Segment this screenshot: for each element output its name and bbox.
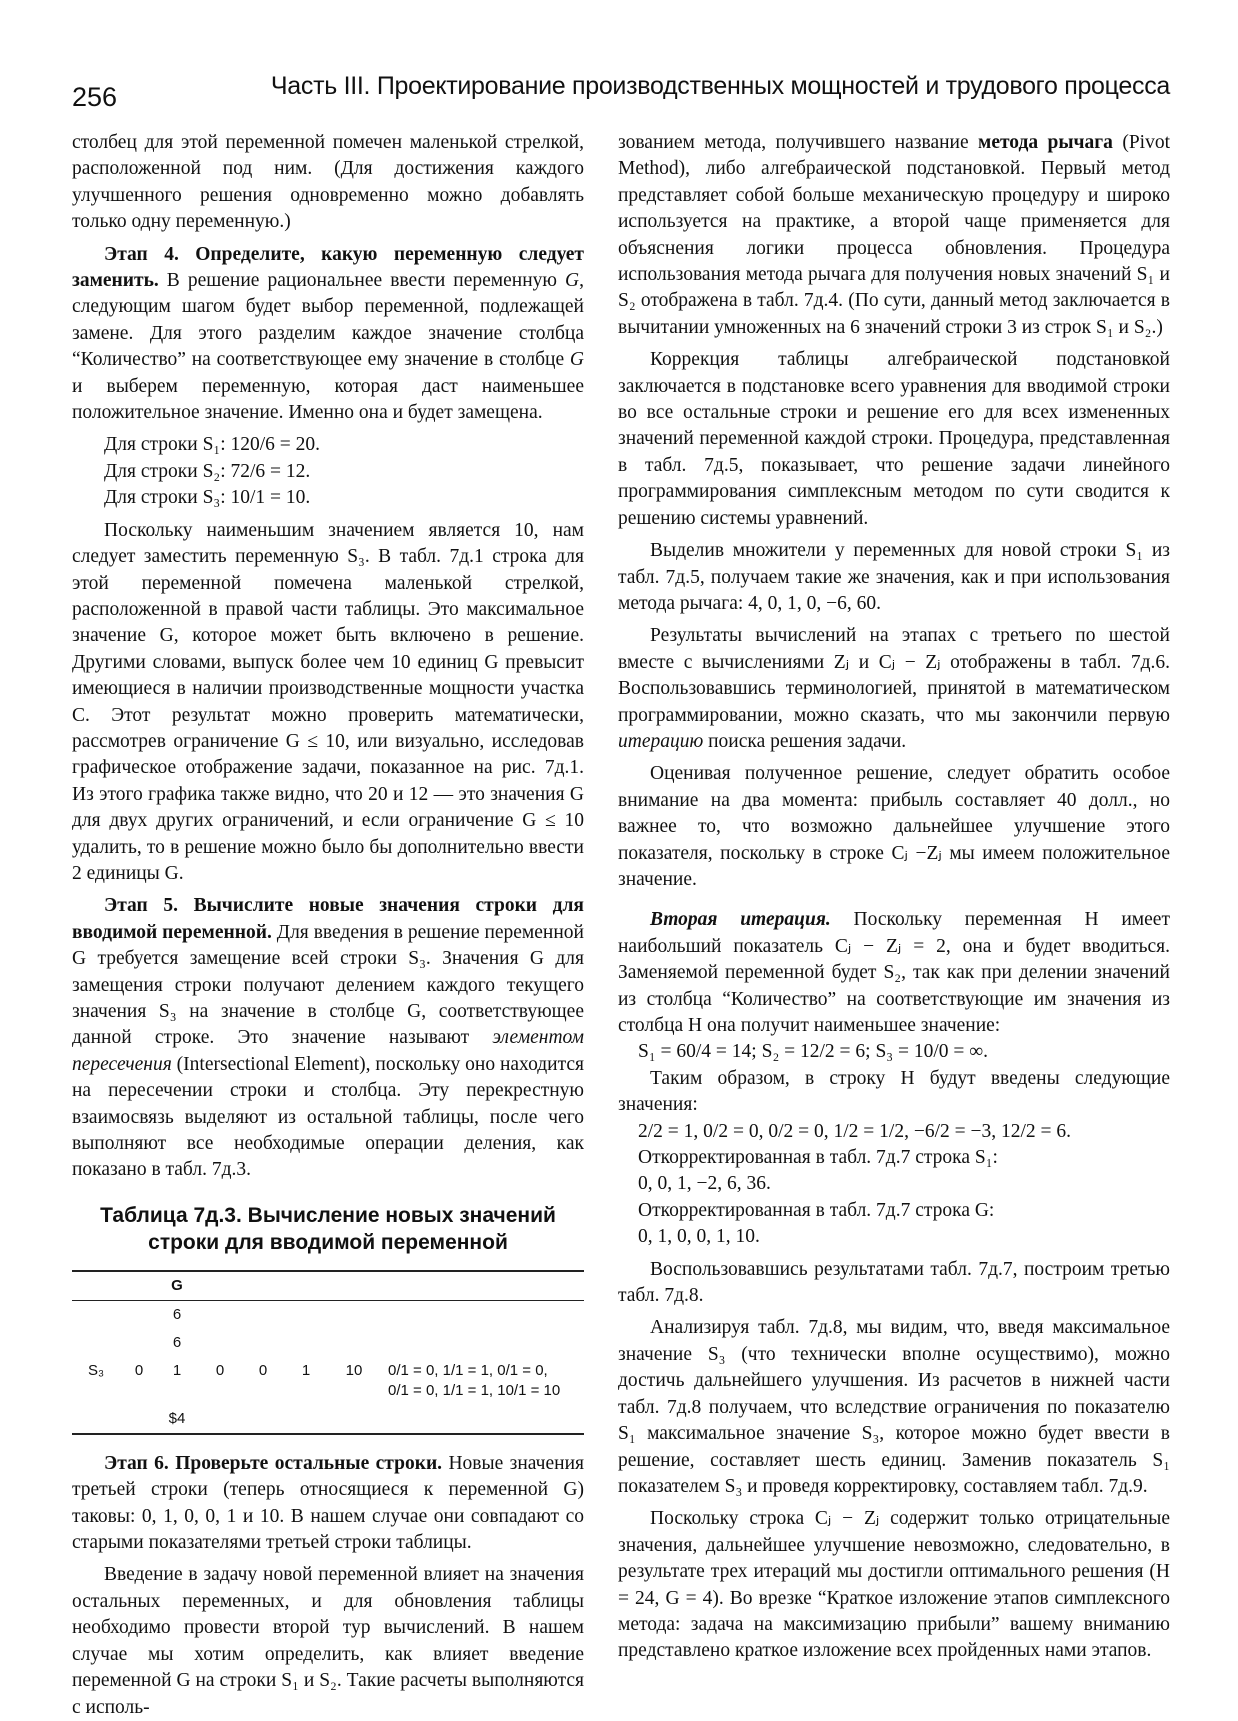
table-row	[72, 1329, 584, 1357]
text-run: Для введения в решение переменной G требуется замещение всей строки S₃. Значения G для замещения строки получают делением каждого текущего значения S₃ на значение в столбце G, соответствующее данной строке. Это значение называют	[72, 921, 584, 1049]
variable: G	[565, 270, 580, 292]
term: итерацию	[618, 730, 704, 752]
text-run: (Pivot Method), либо алгебраической подстановкой. Первый метод представляет собой больше механическую процедуру и широко используется на практике, а второй чаще применяется для объяснения логики процесса обновления. Процедура использования метода рычага для получения новых значений S₁ и S₂ отображена в табл. 7д.4. (По сути, данный метод заключается в вычитании умноженных на 6 значений строки 3 из строк S₁ и S₂.)	[618, 132, 1170, 338]
table-cell: 0	[258, 1361, 268, 1379]
text-run: (Intersectional Element), поскольку оно находится на пересечении строки и столбца. Эту перекрестную взаимосвязь выделяют из остальной таблицы, после чего выполняют все необходимые операции деления, как показано в табл. 7д.3.	[72, 1053, 584, 1181]
running-head: Часть III. Проектирование производственных мощностей и трудового процесса	[270, 72, 1170, 100]
paragraph: Таким образом, в строку H будут введены следующие значения:	[618, 1067, 1170, 1116]
calc-line: Для строки S₃: 10/1 = 10.	[104, 487, 311, 509]
calc-line: 0, 0, 1, −2, 6, 36.	[638, 1173, 771, 1195]
page-number: 256	[72, 82, 118, 112]
second-iteration-paragraph	[618, 907, 1170, 1039]
paragraph: Воспользовавшись результатами табл. 7д.7, построим третью табл. 7д.8.	[618, 1258, 1170, 1307]
variable: G	[569, 349, 584, 371]
paragraph	[618, 130, 1170, 341]
table-cell: 6	[172, 1305, 182, 1323]
step4-paragraph	[72, 242, 584, 427]
term: элементом пересечения	[72, 1027, 584, 1075]
table-cell: 10	[345, 1361, 363, 1379]
table-cell: 0	[134, 1361, 144, 1379]
calc-line: Откорректированная в табл. 7д.7 строка S₁:	[638, 1147, 998, 1169]
calc-line: Откорректированная в табл. 7д.7 строка G:	[638, 1199, 995, 1221]
text-run: Новые значения третьей строки (теперь относящиеся к переменной G) таковы: 0, 1, 0, 0, 1 и 10. В нашем случае они совпадают со старыми показателями третьей строки таблицы.	[72, 1452, 584, 1554]
term: метода рычага	[978, 132, 1113, 153]
step6-paragraph	[72, 1451, 584, 1557]
table-row	[72, 1357, 584, 1405]
table-cell: 1	[172, 1361, 182, 1379]
paragraph: Оценивая полученное решение, следует обратить особое внимание на два момента: прибыль составляет 40 долл., но важнее то, что возможно дальнейшее улучшение этого показателя, поскольку в строке Cⱼ −Zⱼ мы имеем положительное значение.	[618, 763, 1170, 890]
calc-line: Для строки S₂: 72/6 = 12.	[104, 460, 311, 482]
text-run: , следующим шагом будет выбор переменной, подлежащей замене. Для этого разделим каждое значение столбца “Количество” на соответствующее ему значение в столбце	[72, 270, 584, 371]
table-cell: $4	[158, 1405, 196, 1434]
table-row	[72, 1301, 584, 1329]
paragraph: Выделив множители у переменных для новой строки S₁ из табл. 7д.5, получаем такие же значения, как и при использования метода рычага: 4, 0, 1, 0, −6, 60.	[618, 540, 1170, 614]
calc-line: Для строки S₁: 120/6 = 20.	[104, 434, 321, 456]
calc-line: S₁ = 60/4 = 14; S₂ = 12/2 = 6; S₃ = 10/0 = ∞.	[638, 1041, 989, 1063]
table-row	[72, 1271, 584, 1301]
step5-paragraph	[72, 893, 584, 1183]
paragraph	[618, 623, 1170, 755]
division-cell	[378, 1357, 584, 1405]
table-cell: 6	[172, 1333, 182, 1351]
division-line: 0/1 = 0, 1/1 = 1, 0/1 = 0,	[388, 1361, 548, 1379]
division-line: 0/1 = 0, 1/1 = 1, 10/1 = 10	[388, 1381, 561, 1399]
row-label: S₃	[87, 1361, 105, 1379]
paragraph: Поскольку наименьшим значением является 10, нам следует заместить переменную S₃. В табл. 7д.1 строка для этой переменной помечена маленькой стрелкой, расположенной в правой части таблицы. Это максимальное значение G, которое может быть включено в решение. Другими словами, выпуск более чем 10 единиц G превысит имеющиеся в наличии производственные мощности участка C. Этот результат можно проверить математически, рассмотрев ограничение G ≤ 10, или визуально, исследовав графическое отображение задачи, показанное на рис. 7д.1. Из этого графика также видно, что 20 и 12 — это значения G для двух других ограничений, и если ограничение G ≤ 10 удалить, то в решение можно было бы дополнительно ввести 2 единицы G.	[72, 519, 584, 884]
step5-heading: Этап 5. Вычислите новые значения строки для вводимой переменной.	[72, 895, 584, 943]
page-header	[72, 70, 1170, 114]
paragraph: столбец для этой переменной помечен маленькой стрелкой, расположенной под ним. (Для достижения каждого улучшенного решения одновременно можно добавлять только одну переменную.)	[72, 132, 584, 233]
text-run: поиска решения задачи.	[703, 730, 907, 752]
text-run: Результаты вычислений на этапах с третьего по шестой вместе с вычислениями Zⱼ и Cⱼ − Zⱼ отображены в табл. 7д.6. Воспользовавшись терминологией, принятой в математическом программировании, можно сказать, что мы закончили первую	[618, 625, 1170, 726]
table-7d3	[72, 1270, 584, 1435]
text-run: зованием метода, получившего название	[618, 132, 979, 153]
text-run: Поскольку переменная H имеет наибольший показатель Cⱼ − Zⱼ = 2, она и будет вводиться. Заменяемой переменной будет S₂, так как при делении значений из столбца “Количество” на соответствующие им значения из столбца H она получит наименьшее значение:	[618, 909, 1170, 1036]
text-run: и выберем переменную, которая даст наименьшее положительное значение. Именно она и будет замещена.	[72, 375, 584, 424]
paragraph: Анализируя табл. 7д.8, мы видим, что, введя максимальное значение S₃ (что технически вполне осуществимо), можно достичь дальнейшего улучшения. Из расчетов в нижней части табл. 7д.8 получаем, что вследствие ограничения по показателю S₁ максимальное значение S₃, которое можно будет ввести в решение, составляет шесть единиц. Заменив показатель S₁ показателем S₃ и проведя корректировку, составляем табл. 7д.9.	[618, 1317, 1170, 1497]
calc-line: 2/2 = 1, 0/2 = 0, 0/2 = 0, 1/2 = 1/2, −6/2 = −3, 12/2 = 6.	[638, 1120, 1072, 1142]
right-column	[618, 130, 1170, 1665]
paragraph: Коррекция таблицы алгебраической подстановкой заключается в подстановке всего уравнения для вводимой строки во все остальные строки и решение его для всех измененных значений переменной каждой строки. Процедура, представленная в табл. 7д.5, показывает, что решение задачи линейного программирования симплексным методом по сути сводится к решению системы уравнений.	[618, 349, 1170, 529]
step4-heading: Этап 4. Определите, какую переменную следует заменить.	[72, 243, 584, 292]
step6-heading: Этап 6. Проверьте остальные строки.	[104, 1452, 443, 1474]
left-column	[72, 130, 584, 1721]
text-run: В решение рациональнее ввести переменную	[158, 270, 566, 292]
paragraph: Введение в задачу новой переменной влияет на значения остальных переменных, и для обновления таблицы необходимо провести второй тур вычислений. В нашем случае мы хотим определить, как влияет введение переменной G на строки S₁ и S₂. Такие расчеты выполняются с исполь-	[72, 1564, 584, 1718]
table-cell: 0	[215, 1361, 225, 1379]
table-row	[72, 1405, 584, 1434]
table-title: Таблица 7д.3. Вычисление новых значений строки для вводимой переменной	[100, 1203, 556, 1254]
calc-line: 0, 1, 0, 0, 1, 10.	[638, 1226, 760, 1248]
second-iteration-heading: Вторая итерация.	[650, 909, 831, 931]
table-cell: 1	[301, 1361, 311, 1379]
paragraph: Поскольку строка Cⱼ − Zⱼ содержит только отрицательные значения, дальнейшее улучшение невозможно, следовательно, в результате трех итераций мы достигли оптимального решения (H = 24, G = 4). Во врезке “Краткое изложение этапов симплексного метода: задача на максимизацию прибыли” вашему вниманию представлено краткое изложение всех пройденных нами этапов.	[618, 1508, 1170, 1662]
table-header-cell: G	[171, 1276, 183, 1294]
